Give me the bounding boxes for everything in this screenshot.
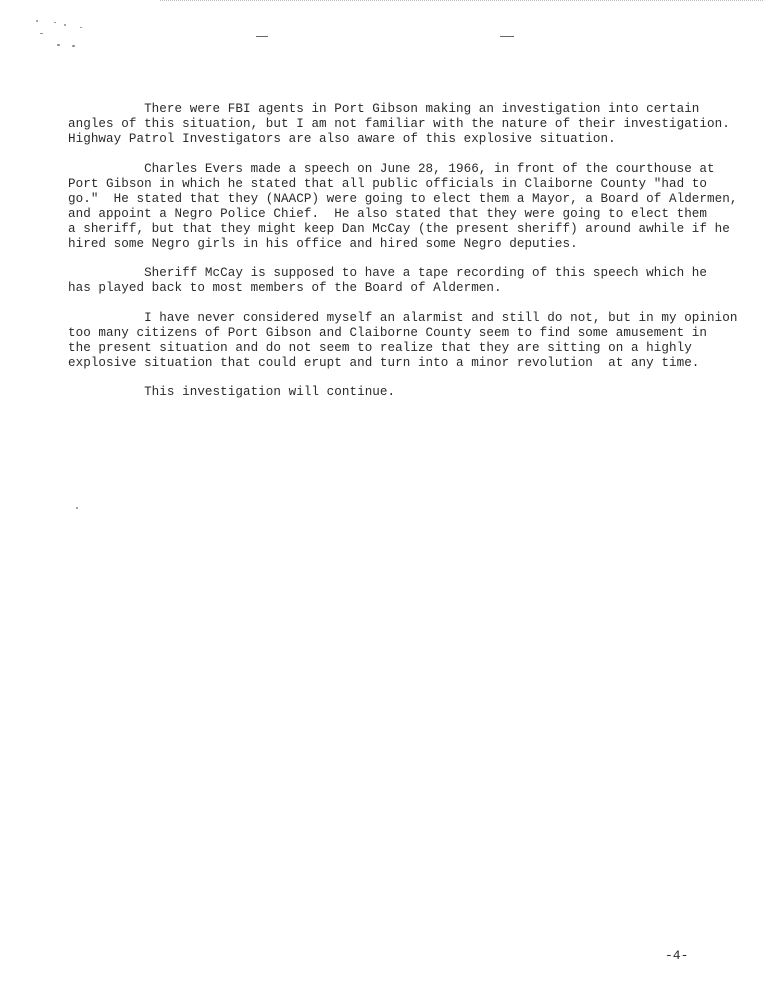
paragraph-tape-recording: [68, 266, 740, 296]
text-line: too many citizens of Port Gibson and Claiborne County seem to find some amusement in: [68, 325, 708, 340]
scan-speck: [76, 507, 78, 509]
text-line: Sheriff McCay is supposed to have a tape recording of this speech which he: [68, 266, 708, 280]
scan-speck: [40, 33, 43, 34]
header-mark: [256, 36, 268, 37]
page-number: -4-: [665, 948, 689, 963]
text-line: I have never considered myself an alarmist and still do not, but in my opinion: [68, 310, 738, 325]
paragraph-opinion: [68, 311, 740, 371]
text-line: This investigation will continue.: [68, 385, 396, 399]
text-line: the present situation and do not seem to realize that they are sitting on a highly: [68, 340, 692, 355]
header-mark: [500, 36, 514, 37]
text-line: a sheriff, but that they might keep Dan McCay (the present sheriff) around awhile if he: [68, 221, 730, 236]
document-body: [68, 102, 740, 415]
paragraph-closing: [68, 385, 740, 400]
scan-speck: [36, 20, 38, 22]
text-line: Highway Patrol Investigators are also aware of this explosive situation.: [68, 132, 616, 146]
text-line: Port Gibson in which he stated that all public officials in Claiborne County "had to: [68, 176, 708, 191]
text-line: There were FBI agents in Port Gibson making an investigation into certain: [68, 102, 700, 116]
text-line: angles of this situation, but I am not familiar with the nature of their investigation.: [68, 117, 730, 131]
scan-speck: [57, 44, 60, 46]
paragraph-evers-speech: [68, 162, 740, 252]
text-line: and appoint a Negro Police Chief. He also stated that they were going to elect them: [68, 206, 708, 221]
paragraph-fbi-agents: [68, 102, 740, 147]
scan-speck: [54, 22, 56, 23]
text-line: hired some Negro girls in his office and hired some Negro deputies.: [68, 236, 578, 251]
top-edge-dotted-rule: [160, 0, 763, 1]
text-line: explosive situation that could erupt and turn into a minor revolution at any time.: [68, 355, 700, 370]
text-line: has played back to most members of the Board of Aldermen.: [68, 281, 502, 295]
text-line: Charles Evers made a speech on June 28, 1966, in front of the courthouse at: [68, 161, 715, 176]
scan-speck: [72, 45, 75, 47]
text-line: go." He stated that they (NAACP) were going to elect them a Mayor, a Board of Aldermen,: [68, 191, 738, 206]
scan-speck: [64, 24, 66, 26]
scan-speck: [80, 27, 82, 28]
